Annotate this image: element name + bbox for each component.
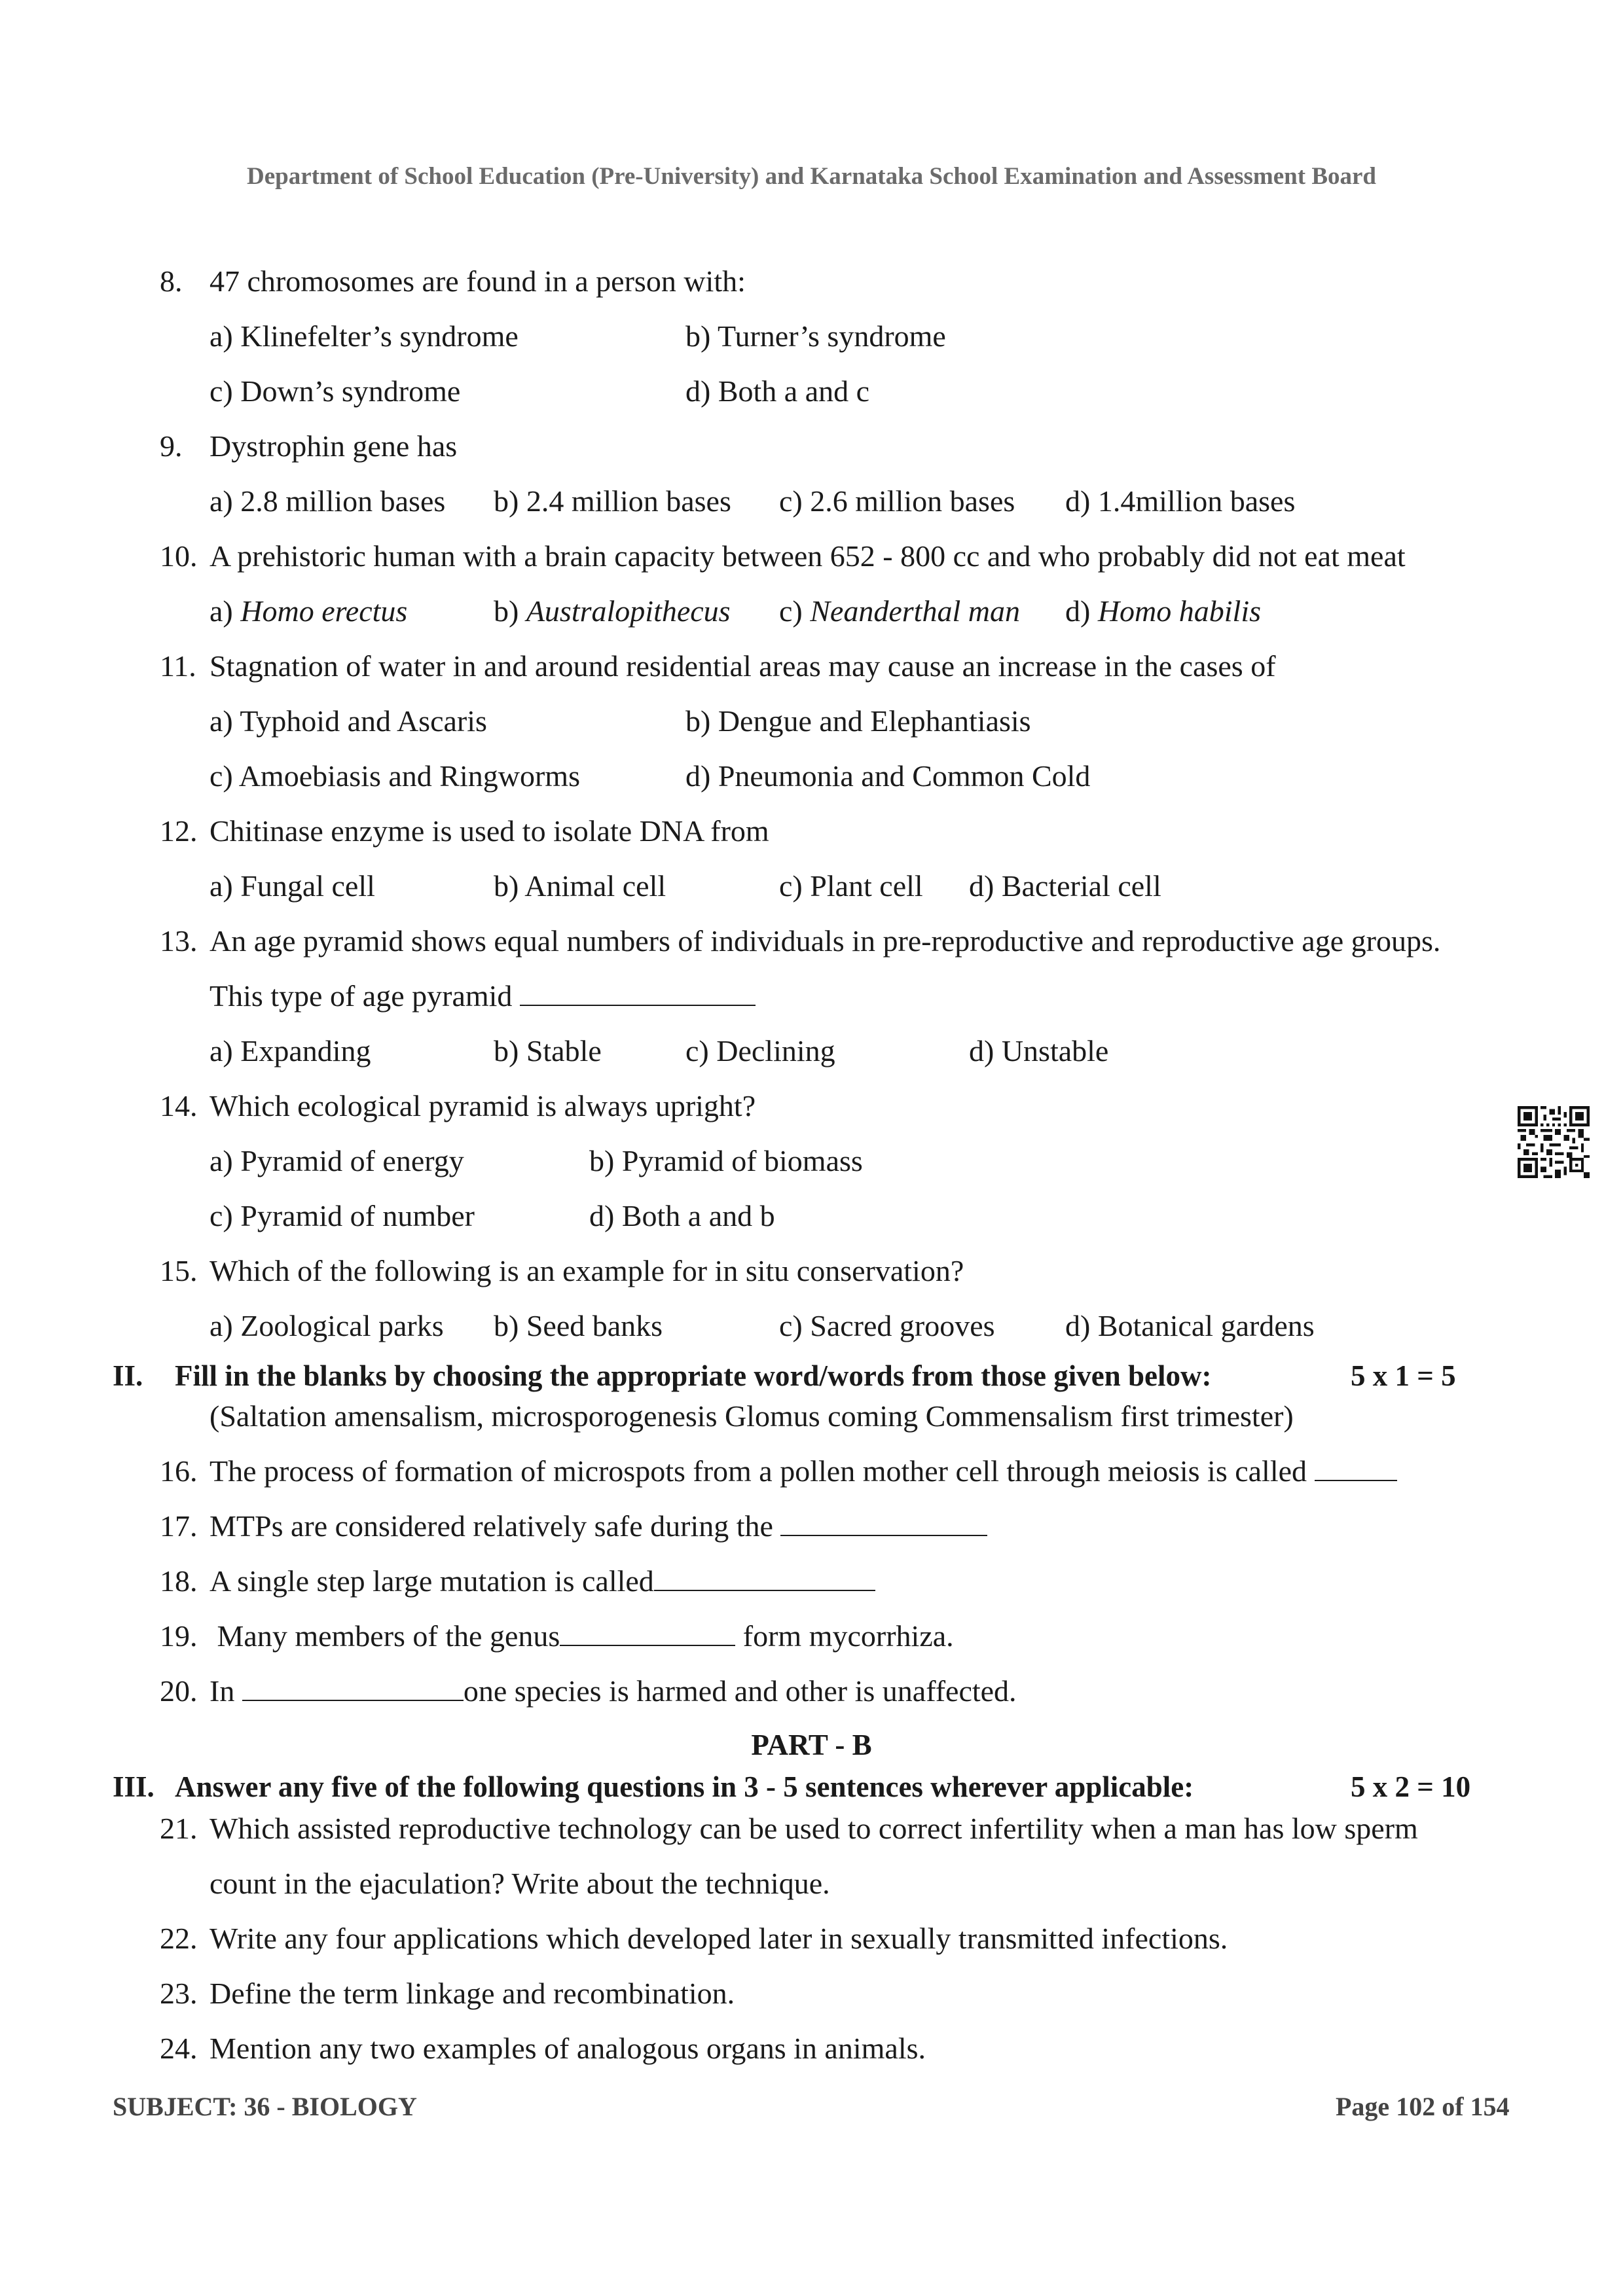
section-2-marks: 5 x 1 = 5: [1351, 1359, 1456, 1392]
question-8: [160, 262, 746, 301]
question-text: In: [210, 1674, 242, 1708]
question-17: [160, 1507, 987, 1546]
answer-blank: [242, 1675, 464, 1701]
answer-blank: [780, 1510, 987, 1536]
option-b: b) Pyramid of biomass: [589, 1144, 863, 1177]
option-a: a) Pyramid of energy: [210, 1144, 464, 1177]
option-c: c) Sacred grooves: [779, 1309, 995, 1342]
question-number: 19.: [160, 1619, 198, 1653]
word-options: (Saltation amensalism, microsporogenesis Glomus coming Commensalism first trimester): [210, 1399, 1294, 1433]
section-3-marks: 5 x 2 = 10: [1351, 1770, 1471, 1803]
question-text: The process of formation of microspots from a pollen mother cell through meiosis is called: [210, 1454, 1307, 1488]
question-number: 18.: [160, 1564, 198, 1598]
option-b: b) Turner’s syndrome: [685, 319, 946, 353]
question-15: [160, 1251, 964, 1291]
question-number: 8.: [160, 264, 183, 298]
answer-blank: [654, 1565, 875, 1591]
option-text: Homo erectus: [240, 594, 408, 628]
question-13: [160, 922, 1440, 961]
question-21-continued: count in the ejaculation? Write about the technique.: [210, 1867, 830, 1900]
question-text: A prehistoric human with a brain capacity between 652 - 800 cc and who probably did not eat meat: [210, 539, 1406, 573]
option-d: d) 1.4million bases: [1065, 484, 1296, 518]
option-b: b) Seed banks: [494, 1309, 663, 1342]
option-text: Homo habilis: [1097, 594, 1262, 628]
question-18: [160, 1562, 875, 1601]
option-b: b) 2.4 million bases: [494, 484, 731, 518]
question-22: [160, 1919, 1228, 1958]
question-number: 17.: [160, 1509, 198, 1543]
option-d: d) Bacterial cell: [969, 869, 1161, 903]
question-text: Write any four applications which developed later in sexually transmitted infections.: [210, 1922, 1228, 1955]
option-label: b): [494, 594, 526, 628]
option-c: c) 2.6 million bases: [779, 484, 1015, 518]
option-label: a): [210, 594, 241, 628]
section-number: II.: [113, 1359, 143, 1392]
page-header: Department of School Education (Pre-University) and Karnataka School Examination and Assessment Board: [246, 163, 1377, 190]
question-number: 11.: [160, 649, 196, 683]
footer-page-number: Page 102 of 154: [1336, 2092, 1510, 2121]
option-text: Australopithecus: [526, 594, 731, 628]
question-23: [160, 1974, 735, 2013]
question-text: one species is harmed and other is unaffected.: [463, 1674, 1017, 1708]
question-text: Which ecological pyramid is always upright?: [210, 1089, 756, 1122]
question-number: 21.: [160, 1812, 198, 1845]
option-a: a) Expanding: [210, 1034, 371, 1067]
option-d: d) Both a and b: [589, 1199, 775, 1232]
question-19: [160, 1617, 954, 1656]
question-text: form mycorrhiza.: [735, 1619, 954, 1653]
section-3-heading: [113, 1767, 1194, 1806]
question-number: 20.: [160, 1674, 198, 1708]
qr-code-icon: [1518, 1106, 1590, 1178]
section-title: Answer any five of the following questions in 3 - 5 sentences wherever applicable:: [175, 1770, 1194, 1803]
question-text: A single step large mutation is called: [210, 1564, 654, 1598]
option-b: [494, 592, 731, 631]
question-number: 12.: [160, 814, 198, 848]
question-21: [160, 1809, 1418, 1848]
option-text: Neanderthal man: [810, 594, 1020, 628]
question-text: Dystrophin gene has: [210, 429, 458, 463]
option-a: [210, 592, 407, 631]
question-text: MTPs are considered relatively safe during the: [210, 1509, 773, 1543]
question-number: 10.: [160, 539, 198, 573]
question-text: An age pyramid shows equal numbers of individuals in pre-reproductive and reproductive age groups.: [210, 924, 1441, 958]
question-text: Many members of the genus: [217, 1619, 560, 1653]
question-text: Chitinase enzyme is used to isolate DNA from: [210, 814, 769, 848]
option-d: d) Pneumonia and Common Cold: [685, 759, 1091, 793]
option-c: c) Plant cell: [779, 869, 923, 903]
option-a: a) Typhoid and Ascaris: [210, 704, 487, 738]
answer-blank: [1315, 1455, 1397, 1481]
option-b: b) Dengue and Elephantiasis: [685, 704, 1031, 738]
footer-subject: SUBJECT: 36 - BIOLOGY: [113, 2092, 417, 2121]
option-d: d) Unstable: [969, 1034, 1109, 1067]
option-c: [779, 592, 1020, 631]
question-text: Stagnation of water in and around residential areas may cause an increase in the cases of: [210, 649, 1276, 683]
section-number: III.: [113, 1770, 155, 1803]
question-text: Which of the following is an example for in situ conservation?: [210, 1254, 964, 1287]
question-text: Mention any two examples of analogous organs in animals.: [210, 2032, 926, 2065]
question-number: 16.: [160, 1454, 198, 1488]
question-number: 9.: [160, 429, 183, 463]
option-a: a) Fungal cell: [210, 869, 375, 903]
question-text: 47 chromosomes are found in a person with:: [210, 264, 746, 298]
part-b-title: PART - B: [751, 1729, 872, 1761]
question-16: [160, 1452, 1397, 1491]
question-9: [160, 427, 457, 466]
option-b: b) Stable: [494, 1034, 602, 1067]
option-c: c) Pyramid of number: [210, 1199, 475, 1232]
option-c: c) Down’s syndrome: [210, 374, 461, 408]
question-10: [160, 537, 1406, 576]
option-d: d) Botanical gardens: [1065, 1309, 1315, 1342]
question-text: This type of age pyramid: [210, 979, 513, 1013]
option-c: c) Amoebiasis and Ringworms: [210, 759, 580, 793]
option-label: d): [1065, 594, 1098, 628]
option-a: a) 2.8 million bases: [210, 484, 446, 518]
option-a: a) Zoological parks: [210, 1309, 444, 1342]
question-number: 23.: [160, 1977, 198, 2010]
option-label: c): [779, 594, 811, 628]
question-13-continued: [210, 977, 756, 1016]
option-c: c) Declining: [685, 1034, 835, 1067]
option-d: d) Both a and c: [685, 374, 870, 408]
question-11: [160, 647, 1276, 686]
question-text: Which assisted reproductive technology can be used to correct infertility when a man has low sperm: [210, 1812, 1418, 1845]
question-20: [160, 1672, 1017, 1711]
question-number: 24.: [160, 2032, 198, 2065]
option-b: b) Animal cell: [494, 869, 666, 903]
question-number: 14.: [160, 1089, 198, 1122]
question-12: [160, 812, 769, 851]
question-text: Define the term linkage and recombination.: [210, 1977, 735, 2010]
question-number: 15.: [160, 1254, 198, 1287]
answer-blank: [560, 1620, 735, 1646]
option-a: a) Klinefelter’s syndrome: [210, 319, 519, 353]
question-number: 13.: [160, 924, 198, 958]
question-24: [160, 2029, 926, 2068]
question-number: 22.: [160, 1922, 198, 1955]
section-2-heading: [113, 1356, 1211, 1395]
section-title: Fill in the blanks by choosing the appropriate word/words from those given below:: [175, 1359, 1212, 1392]
question-14: [160, 1086, 756, 1126]
option-d: [1065, 592, 1261, 631]
answer-blank: [520, 980, 756, 1006]
